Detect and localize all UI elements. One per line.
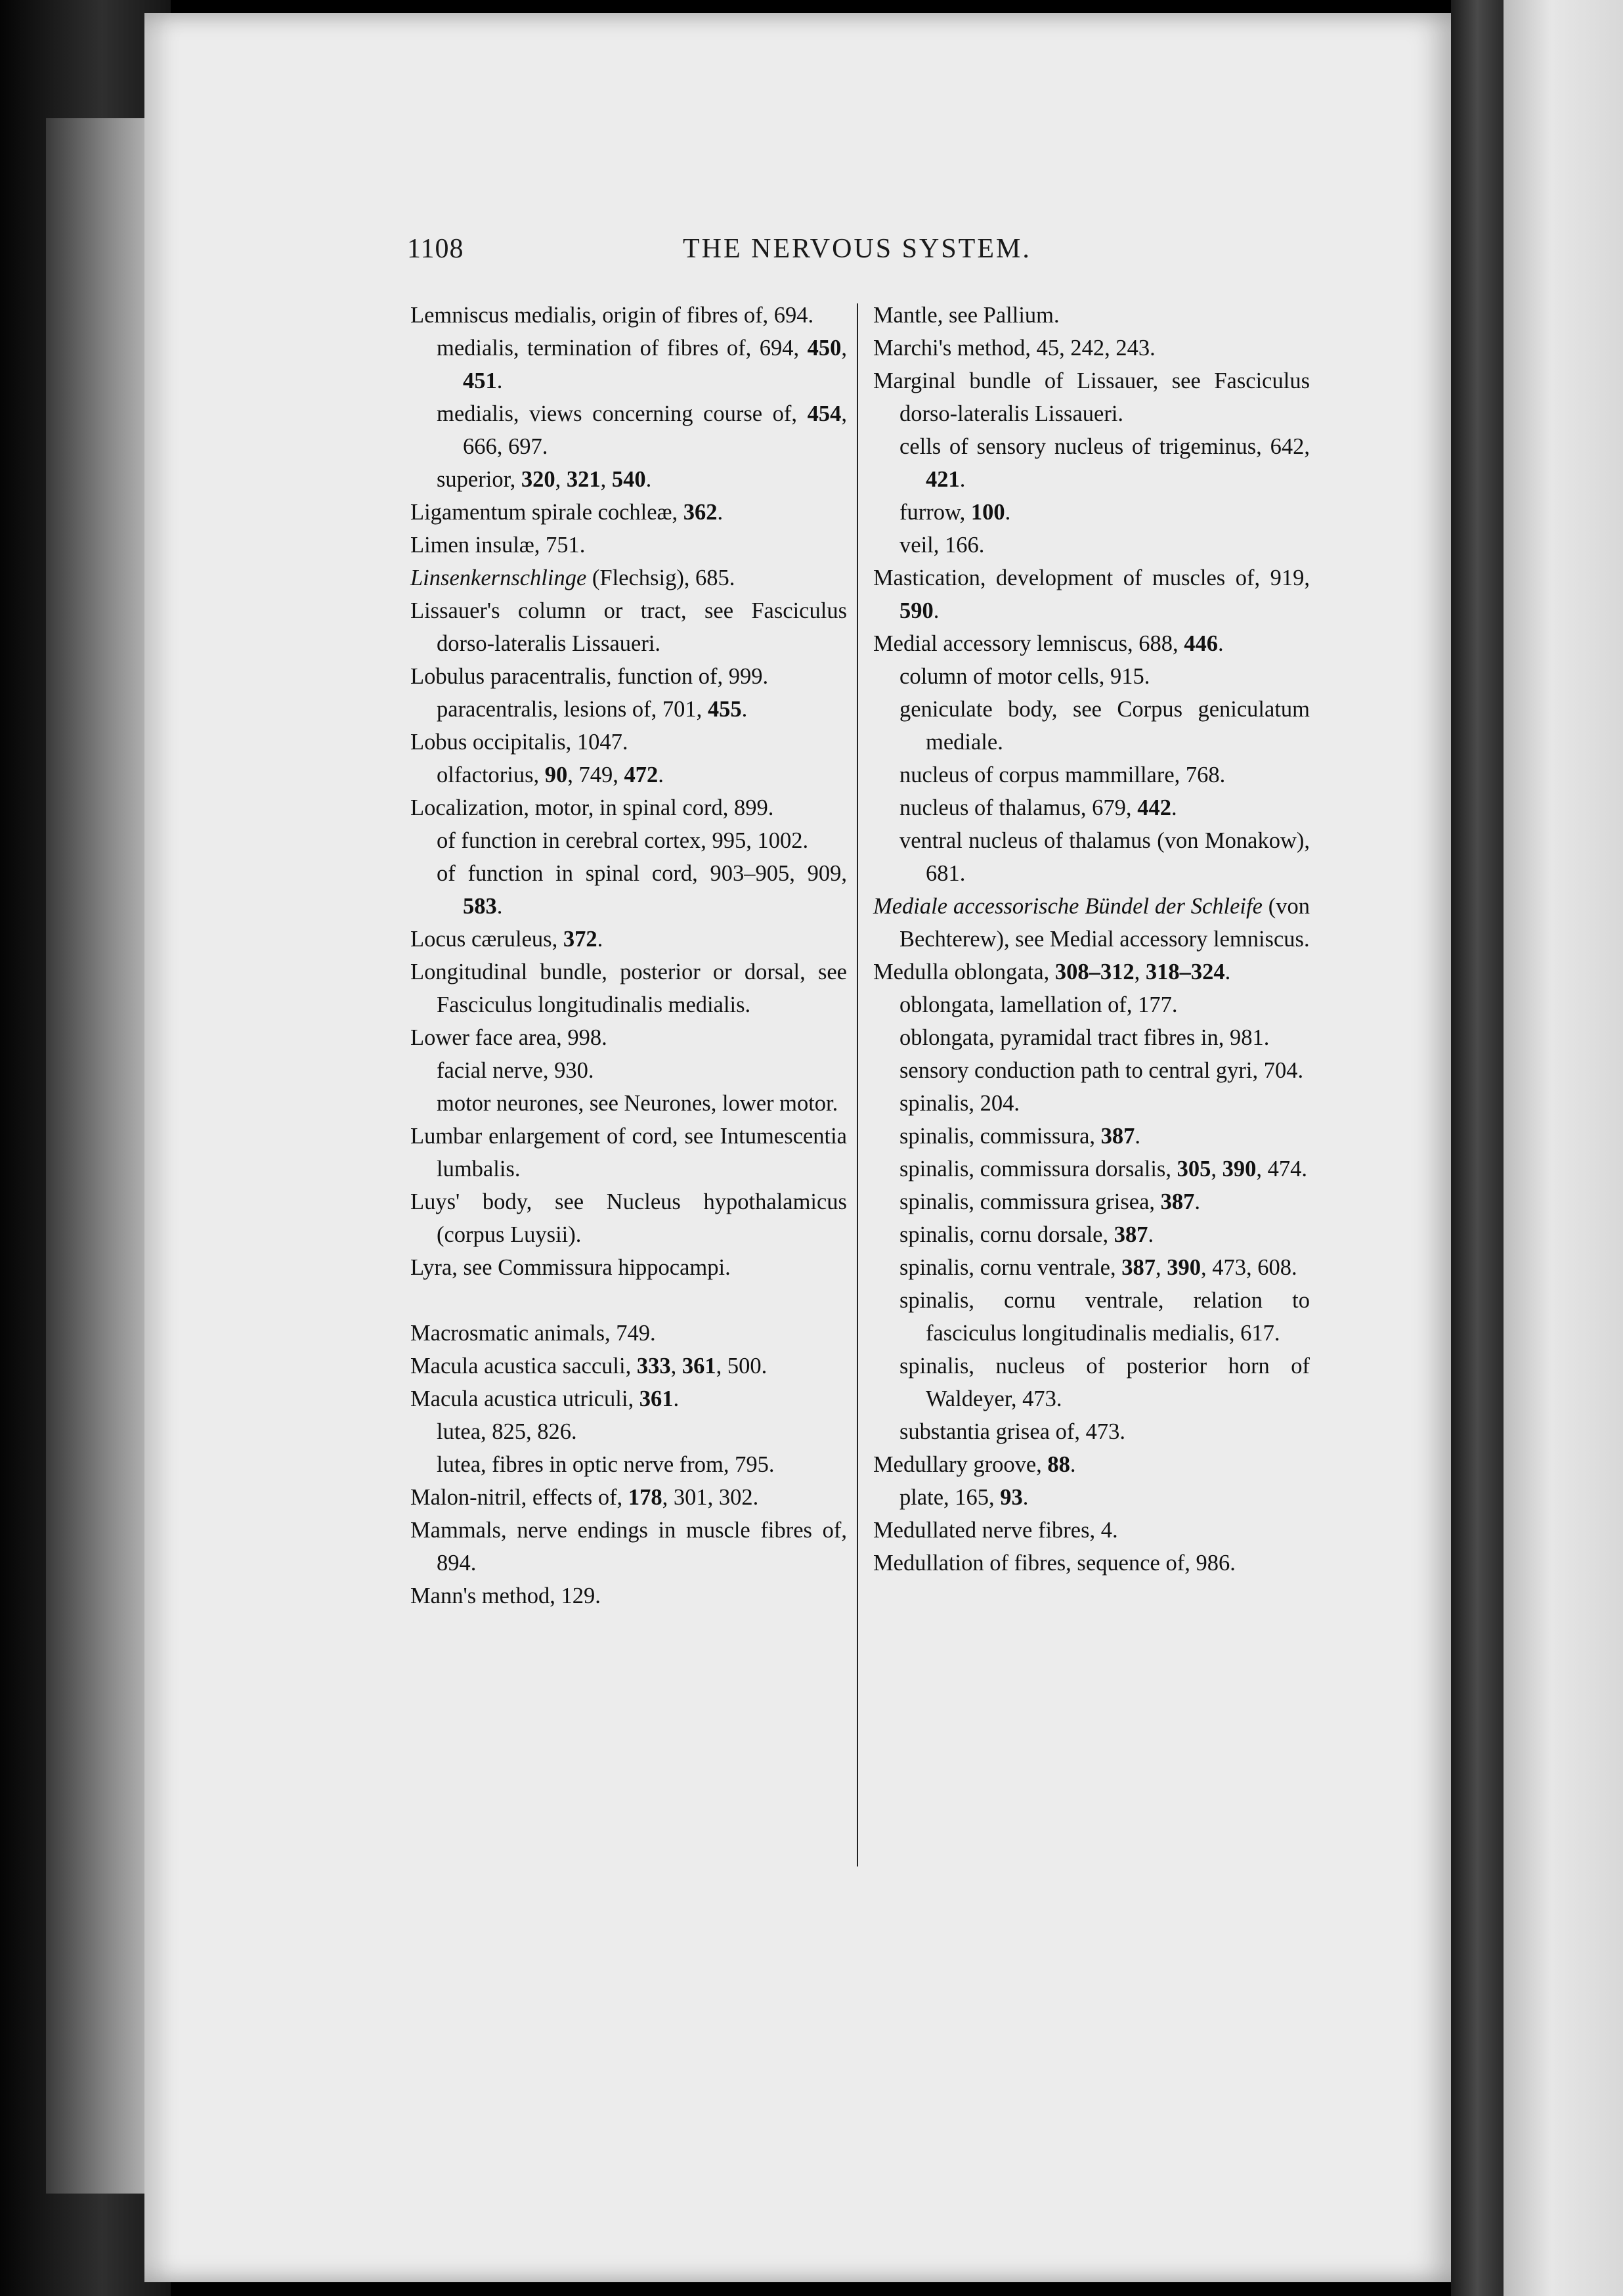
entry-text: veil, 166.	[899, 533, 985, 558]
index-entry	[873, 890, 1310, 956]
entry-text: sensory conduction path to central gyri, 704.	[899, 1058, 1304, 1083]
index-subentry	[873, 529, 1310, 562]
bold-page-ref: 308–312	[1054, 960, 1135, 984]
bold-page-ref: 90	[544, 762, 568, 787]
bold-page-ref: 318–324	[1145, 960, 1225, 984]
entry-text: Lower face area, 998.	[410, 1025, 607, 1050]
entry-text: Macula acustica sacculi,	[410, 1354, 637, 1379]
index-subentry	[873, 1185, 1310, 1218]
entry-text: Localization, motor, in spinal cord, 899.	[410, 795, 774, 820]
entry-text: (Flechsig), 685.	[586, 565, 735, 590]
entry-text: .	[496, 894, 503, 919]
entry-text: lutea, 825, 826.	[437, 1419, 577, 1444]
bold-page-ref: 93	[1000, 1485, 1023, 1510]
index-entry	[410, 660, 847, 693]
entry-text: oblongata, lamellation of, 177.	[899, 992, 1178, 1017]
index-entry	[410, 299, 847, 332]
index-column-right	[873, 299, 1310, 1579]
entry-text: ,	[1211, 1157, 1223, 1181]
page-header	[407, 233, 1326, 273]
bold-page-ref: 372	[563, 927, 597, 952]
index-entry	[410, 496, 847, 529]
entry-text: motor neurones, see Neurones, lower motor.	[437, 1091, 838, 1116]
section-gap	[410, 1284, 847, 1317]
entry-text: Limen insulæ, 751.	[410, 533, 586, 558]
bold-page-ref: 421	[926, 467, 960, 492]
index-subentry	[873, 1481, 1310, 1514]
entry-text: Mann's method, 129.	[410, 1583, 601, 1608]
index-column-left	[410, 299, 847, 1612]
entry-text: nucleus of corpus mammillare, 768.	[899, 762, 1226, 787]
running-title: THE NERVOUS SYSTEM.	[683, 234, 1031, 264]
entry-text: nucleus of thalamus, 679,	[899, 795, 1138, 820]
bold-page-ref: 454	[807, 401, 842, 426]
entry-text: (von Bechterew), see Medial accessory lemniscus.	[899, 894, 1310, 952]
entry-text: .	[597, 927, 603, 952]
entry-text: Mantle, see Pallium.	[873, 303, 1060, 328]
bold-page-ref: 583	[463, 894, 497, 919]
bold-page-ref: 390	[1167, 1255, 1201, 1280]
index-subentry	[410, 1448, 847, 1481]
bold-page-ref: 590	[899, 598, 934, 623]
entry-text: ,	[600, 467, 612, 492]
index-subentry	[410, 857, 847, 923]
entry-text: furrow,	[899, 500, 971, 525]
bold-page-ref: 387	[1121, 1255, 1156, 1280]
bold-page-ref: 361	[682, 1354, 716, 1379]
entry-text: .	[1135, 1124, 1141, 1149]
index-subentry	[410, 1054, 847, 1087]
bold-page-ref: 540	[611, 467, 646, 492]
bold-page-ref: 442	[1137, 795, 1171, 820]
entry-text: facial nerve, 930.	[437, 1058, 594, 1083]
entry-text: paracentralis, lesions of, 701,	[437, 697, 708, 722]
entry-text: , 666, 697.	[463, 401, 847, 459]
column-divider	[857, 303, 858, 1866]
entry-text: Lobulus paracentralis, function of, 999.	[410, 664, 769, 689]
entry-text: , 500.	[716, 1354, 768, 1379]
bold-page-ref: 321	[566, 467, 601, 492]
index-subentry	[873, 1218, 1310, 1251]
entry-text: .	[1005, 500, 1011, 525]
bold-page-ref: 88	[1047, 1452, 1070, 1477]
index-entry	[410, 1579, 847, 1612]
index-subentry	[410, 824, 847, 857]
entry-text: .	[496, 368, 503, 393]
index-entry	[410, 923, 847, 956]
entry-text: lutea, fibres in optic nerve from, 795.	[437, 1452, 775, 1477]
entry-text: cells of sensory nucleus of trigeminus, 642,	[899, 434, 1310, 459]
entry-text: .	[1224, 960, 1231, 984]
index-subentry	[410, 332, 847, 397]
entry-text: .	[741, 697, 748, 722]
index-entry	[873, 1448, 1310, 1481]
bold-page-ref: 455	[707, 697, 742, 722]
entry-text: .	[1022, 1485, 1029, 1510]
italic-term: Mediale accessorische Bündel der Schleife	[873, 894, 1263, 919]
index-entry	[410, 1021, 847, 1054]
bold-page-ref: 387	[1114, 1222, 1148, 1247]
entry-text: Medulla oblongata,	[873, 960, 1055, 984]
entry-text: olfactorius,	[437, 762, 545, 787]
index-entry	[410, 1382, 847, 1415]
index-entry	[873, 627, 1310, 660]
entry-text: spinalis, commissura dorsalis,	[899, 1157, 1177, 1181]
index-entry	[410, 1317, 847, 1350]
entry-text: ,	[670, 1354, 682, 1379]
entry-text: ,	[1134, 960, 1146, 984]
entry-text: spinalis, commissura,	[899, 1124, 1101, 1149]
index-entry	[410, 594, 847, 660]
index-subentry	[410, 1087, 847, 1120]
entry-text: of function in cerebral cortex, 995, 1002.	[437, 828, 809, 853]
bold-page-ref: 390	[1222, 1157, 1257, 1181]
entry-text: Macrosmatic animals, 749.	[410, 1321, 656, 1346]
entry-text: .	[673, 1386, 680, 1411]
index-entry	[873, 1547, 1310, 1579]
index-subentry	[410, 1415, 847, 1448]
entry-text: spinalis, 204.	[899, 1091, 1020, 1116]
entry-text: .	[1171, 795, 1177, 820]
index-entry	[410, 726, 847, 759]
index-subentry	[873, 1120, 1310, 1153]
index-entry	[410, 956, 847, 1021]
entry-text: Marginal bundle of Lissauer, see Fasciculus dorso-lateralis Lissaueri.	[873, 368, 1310, 426]
index-subentry	[873, 1054, 1310, 1087]
entry-text: Lemniscus medialis, origin of fibres of, 694.	[410, 303, 814, 328]
index-subentry	[873, 693, 1310, 759]
bold-page-ref: 387	[1100, 1124, 1135, 1149]
entry-text: ,	[1155, 1255, 1167, 1280]
index-entry	[410, 1185, 847, 1251]
bold-page-ref: 100	[970, 500, 1005, 525]
index-entry	[873, 332, 1310, 364]
entry-text: .	[959, 467, 966, 492]
entry-text: Medullary groove,	[873, 1452, 1048, 1477]
entry-text: spinalis, cornu ventrale,	[899, 1255, 1122, 1280]
entry-text: Lyra, see Commissura hippocampi.	[410, 1255, 731, 1280]
entry-text: spinalis, cornu ventrale, relation to fasciculus longitudinalis medialis, 617.	[899, 1288, 1310, 1346]
bold-page-ref: 446	[1184, 631, 1219, 656]
index-entry	[410, 562, 847, 594]
entry-text: .	[717, 500, 724, 525]
entry-text: Mammals, nerve endings in muscle fibres of, 894.	[410, 1518, 847, 1576]
entry-text: Mastication, development of muscles of, 919,	[873, 565, 1310, 590]
index-subentry	[873, 496, 1310, 529]
bold-page-ref: 450	[807, 336, 842, 361]
index-subentry	[873, 430, 1310, 496]
entry-text: .	[658, 762, 664, 787]
index-subentry	[873, 1284, 1310, 1350]
index-subentry	[873, 988, 1310, 1021]
index-entry	[873, 299, 1310, 332]
entry-text: Ligamentum spirale cochleæ,	[410, 500, 683, 525]
entry-text: substantia grisea of, 473.	[899, 1419, 1125, 1444]
entry-text: superior,	[437, 467, 521, 492]
index-entry	[410, 791, 847, 824]
entry-text: Malon-nitril, effects of,	[410, 1485, 628, 1510]
entry-text: Lobus occipitalis, 1047.	[410, 730, 628, 755]
index-subentry	[873, 1021, 1310, 1054]
entry-text: spinalis, commissura grisea,	[899, 1189, 1161, 1214]
bold-page-ref: 361	[639, 1386, 674, 1411]
index-subentry	[873, 1087, 1310, 1120]
entry-text: , 301, 302.	[662, 1485, 759, 1510]
entry-text: Longitudinal bundle, posterior or dorsal, see Fasciculus longitudinalis medialis.	[410, 960, 847, 1017]
entry-text: Luys' body, see Nucleus hypothalamicus (corpus Luysii).	[410, 1189, 847, 1247]
entry-text: ,	[841, 336, 847, 361]
index-entry	[873, 956, 1310, 988]
entry-text: Locus cæruleus,	[410, 927, 563, 952]
entry-text: , 474.	[1256, 1157, 1307, 1181]
index-subentry	[410, 463, 847, 496]
bold-page-ref: 387	[1160, 1189, 1195, 1214]
index-subentry	[873, 1415, 1310, 1448]
index-subentry	[873, 824, 1310, 890]
entry-text: spinalis, cornu dorsale,	[899, 1222, 1114, 1247]
entry-text: , 473, 608.	[1200, 1255, 1297, 1280]
entry-text: geniculate body, see Corpus geniculatum mediale.	[899, 697, 1310, 755]
index-subentry	[410, 693, 847, 726]
index-entry	[410, 1120, 847, 1185]
entry-text: Medullation of fibres, sequence of, 986.	[873, 1551, 1236, 1576]
bold-page-ref: 333	[636, 1354, 671, 1379]
entry-text: of function in spinal cord, 903–905, 909,	[437, 861, 847, 886]
entry-text: .	[1148, 1222, 1154, 1247]
next-page-edge	[1504, 0, 1623, 2296]
entry-text: Medullated nerve fibres, 4.	[873, 1518, 1118, 1543]
bold-page-ref: 362	[683, 500, 718, 525]
bold-page-ref: 472	[624, 762, 659, 787]
entry-text: column of motor cells, 915.	[899, 664, 1150, 689]
entry-text: medialis, termination of fibres of, 694,	[437, 336, 808, 361]
index-subentry	[873, 791, 1310, 824]
index-entry	[873, 364, 1310, 430]
bold-page-ref: 320	[521, 467, 555, 492]
entry-text: .	[933, 598, 940, 623]
index-entry	[410, 1481, 847, 1514]
index-entry	[410, 1350, 847, 1382]
entry-text: Lumbar enlargement of cord, see Intumescentia lumbalis.	[410, 1124, 847, 1181]
entry-text: ventral nucleus of thalamus (von Monakow), 681.	[899, 828, 1310, 886]
italic-term: Linsenkernschlinge	[410, 565, 587, 590]
bold-page-ref: 451	[463, 368, 497, 393]
entry-text: , 749,	[567, 762, 624, 787]
entry-text: .	[1194, 1189, 1201, 1214]
entry-text: ,	[555, 467, 567, 492]
index-subentry	[873, 1251, 1310, 1284]
index-subentry	[873, 660, 1310, 693]
bold-page-ref: 305	[1177, 1157, 1211, 1181]
entry-text: .	[1218, 631, 1224, 656]
book-gutter	[1451, 0, 1504, 2296]
index-subentry	[410, 759, 847, 791]
index-entry	[873, 1514, 1310, 1547]
entry-text: Medial accessory lemniscus, 688,	[873, 631, 1184, 656]
entry-text: spinalis, nucleus of posterior horn of Waldeyer, 473.	[899, 1354, 1310, 1411]
entry-text: .	[645, 467, 652, 492]
entry-text: oblongata, pyramidal tract fibres in, 981.	[899, 1025, 1270, 1050]
index-entry	[410, 1514, 847, 1579]
index-subentry	[873, 759, 1310, 791]
entry-text: .	[1070, 1452, 1076, 1477]
bold-page-ref: 178	[628, 1485, 662, 1510]
index-entry	[410, 1251, 847, 1284]
page-number: 1108	[407, 234, 464, 264]
index-subentry	[873, 1350, 1310, 1415]
entry-text: Marchi's method, 45, 242, 243.	[873, 336, 1156, 361]
entry-text: Lissauer's column or tract, see Fasciculus dorso-lateralis Lissaueri.	[410, 598, 847, 656]
index-subentry	[410, 397, 847, 463]
entry-text: plate, 165,	[899, 1485, 1001, 1510]
entry-text: Macula acustica utriculi,	[410, 1386, 639, 1411]
index-entry	[410, 529, 847, 562]
entry-text: medialis, views concerning course of,	[437, 401, 808, 426]
index-entry	[873, 562, 1310, 627]
left-page-edge	[46, 118, 158, 2194]
index-subentry	[873, 1153, 1310, 1185]
